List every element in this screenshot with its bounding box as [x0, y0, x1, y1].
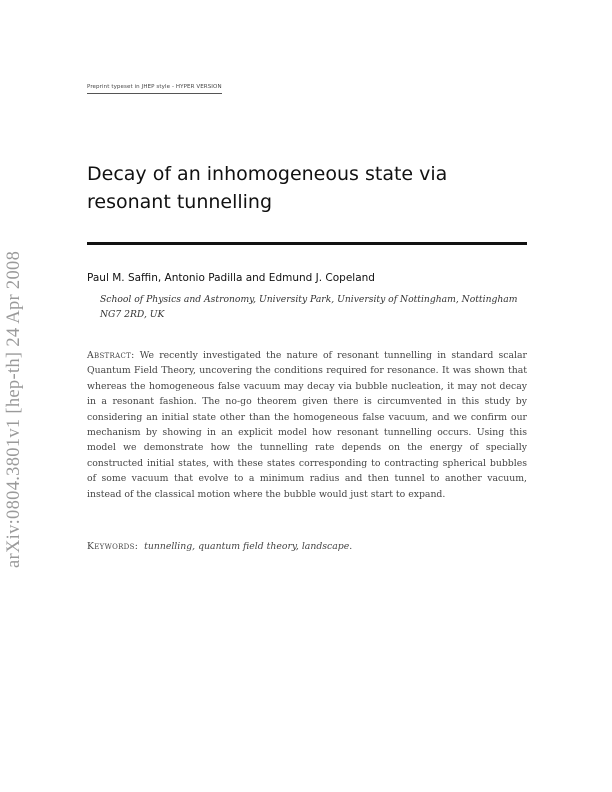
arxiv-identifier-stamp: arXiv:0804.3801v1 [hep-th] 24 Apr 2008	[4, 250, 24, 568]
abstract-block	[87, 348, 527, 502]
preprint-header-note: Preprint typeset in JHEP style - HYPER VERSION	[87, 84, 222, 94]
abstract-text: We recently investigated the nature of resonant tunnelling in standard scalar Quantum Field Theory, uncovering the conditions required for resonance. It was shown that whereas the homogeneous false vacuum may decay via bubble nucleation, it may not decay in a resonant fashion. The no-go theorem given there is circumvented in this study by considering an initial state other than the homogeneous false vacuum, and we confirm our mechanism by showing in an explicit model how resonant tunnelling occurs. Using this model we demonstrate how the tunnelling rate depends on the energy of specially constructed initial states, with these states corresponding to contracting spherical bubbles of some vacuum that evolve to a minimum radius and then tunnel to another vacuum, instead of the classical motion where the bubble would just start to expand.	[87, 350, 527, 500]
keywords-values: tunnelling, quantum field theory, landscape.	[144, 541, 353, 552]
paper-title: Decay of an inhomogeneous state via resonant tunnelling	[87, 163, 448, 213]
keywords-label: Keywords:	[87, 541, 139, 552]
author-list: Paul M. Saffin, Antonio Padilla and Edmund J. Copeland	[87, 272, 375, 284]
abstract-label: Abstract:	[87, 350, 135, 361]
keywords-block	[87, 541, 352, 552]
title-divider	[87, 242, 527, 245]
author-affiliation: School of Physics and Astronomy, University Park, University of Nottingham, Nottingham NG7 2RD, UK	[100, 294, 518, 320]
